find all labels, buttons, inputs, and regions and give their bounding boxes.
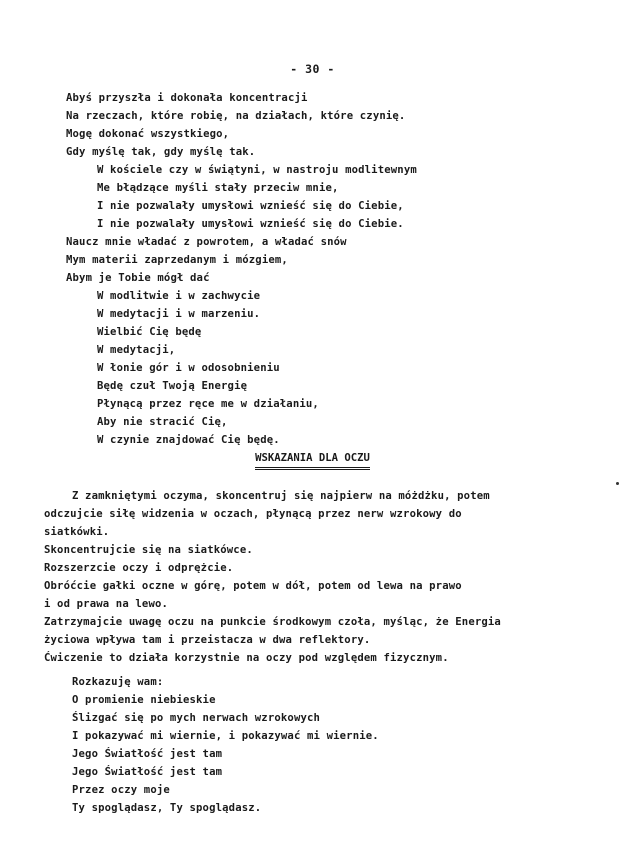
paragraph-line: odczujcie siłę widzenia w oczach, płynącą przez nerw wzrokowy do bbox=[44, 508, 462, 520]
poem-line: W czynie znajdować Cię będę. bbox=[97, 434, 280, 446]
poem-line: Aby nie stracić Cię, bbox=[97, 416, 228, 428]
poem-line: W modlitwie i w zachwycie bbox=[97, 290, 261, 302]
scan-speck bbox=[616, 482, 619, 485]
poem-line: W medytacji, bbox=[97, 344, 176, 356]
paragraph-line: Rozszerzcie oczy i odprężcie. bbox=[44, 562, 234, 574]
poem-line: Mogę dokonać wszystkiego, bbox=[66, 128, 230, 140]
poem-line: Przez oczy moje bbox=[72, 784, 170, 796]
paragraph-line: Zatrzymajcie uwagę oczu na punkcie środkowym czoła, myśląc, że Energia bbox=[44, 616, 501, 628]
paragraph-line: i od prawa na lewo. bbox=[44, 598, 169, 610]
poem-line: Jego Światłość jest tam bbox=[72, 766, 223, 778]
poem-line: I pokazywać mi wiernie, i pokazywać mi wiernie. bbox=[72, 730, 379, 742]
poem-line: Gdy myślę tak, gdy myślę tak. bbox=[66, 146, 256, 158]
poem-line: Naucz mnie władać z powrotem, a władać snów bbox=[66, 236, 347, 248]
poem-line: Jego Światłość jest tam bbox=[72, 748, 223, 760]
poem-line: Płynącą przez ręce me w działaniu, bbox=[97, 398, 319, 410]
poem-line: Będę czuł Twoją Energię bbox=[97, 380, 248, 392]
poem-line: I nie pozwalały umysłowi wznieść się do Ciebie. bbox=[97, 218, 404, 230]
poem-line: Abym je Tobie mógł dać bbox=[66, 272, 210, 284]
paragraph-line: Skoncentrujcie się na siatkówce. bbox=[44, 544, 253, 556]
poem-line: Wielbić Cię będę bbox=[97, 326, 202, 338]
poem-line: O promienie niebieskie bbox=[72, 694, 216, 706]
paragraph-line: siatkówki. bbox=[44, 526, 110, 538]
poem-line: Rozkazuję wam: bbox=[72, 676, 164, 688]
poem-line: Na rzeczach, które robię, na działach, które czynię. bbox=[66, 110, 406, 122]
paragraph-line: Obróćcie gałki oczne w górę, potem w dół, potem od lewa na prawo bbox=[44, 580, 462, 592]
poem-line: Me błądzące myśli stały przeciw mnie, bbox=[97, 182, 339, 194]
section-heading bbox=[0, 452, 625, 470]
poem-line: Abyś przyszła i dokonała koncentracji bbox=[66, 92, 308, 104]
poem-line: Ty spoglądasz, Ty spoglądasz. bbox=[72, 802, 262, 814]
poem-line: Ślizgać się po mych nerwach wzrokowych bbox=[72, 712, 321, 724]
paragraph-line: życiowa wpływa tam i przeistacza w dwa reflektory. bbox=[44, 634, 371, 646]
poem-line: W łonie gór i w odosobnieniu bbox=[97, 362, 280, 374]
poem-line: W kościele czy w świątyni, w nastroju modlitewnym bbox=[97, 164, 417, 176]
poem-line: Mym materii zaprzedanym i mózgiem, bbox=[66, 254, 288, 266]
paragraph-line: Z zamkniętymi oczyma, skoncentruj się najpierw na móżdżku, potem bbox=[72, 490, 490, 502]
poem-line: W medytacji i w marzeniu. bbox=[97, 308, 261, 320]
poem-line: I nie pozwalały umysłowi wznieść się do Ciebie, bbox=[97, 200, 404, 212]
page-number: - 30 - bbox=[290, 62, 335, 76]
section-heading-text: WSKAZANIA DLA OCZU bbox=[255, 452, 370, 470]
paragraph-line: Ćwiczenie to działa korzystnie na oczy pod względem fizycznym. bbox=[44, 652, 449, 664]
